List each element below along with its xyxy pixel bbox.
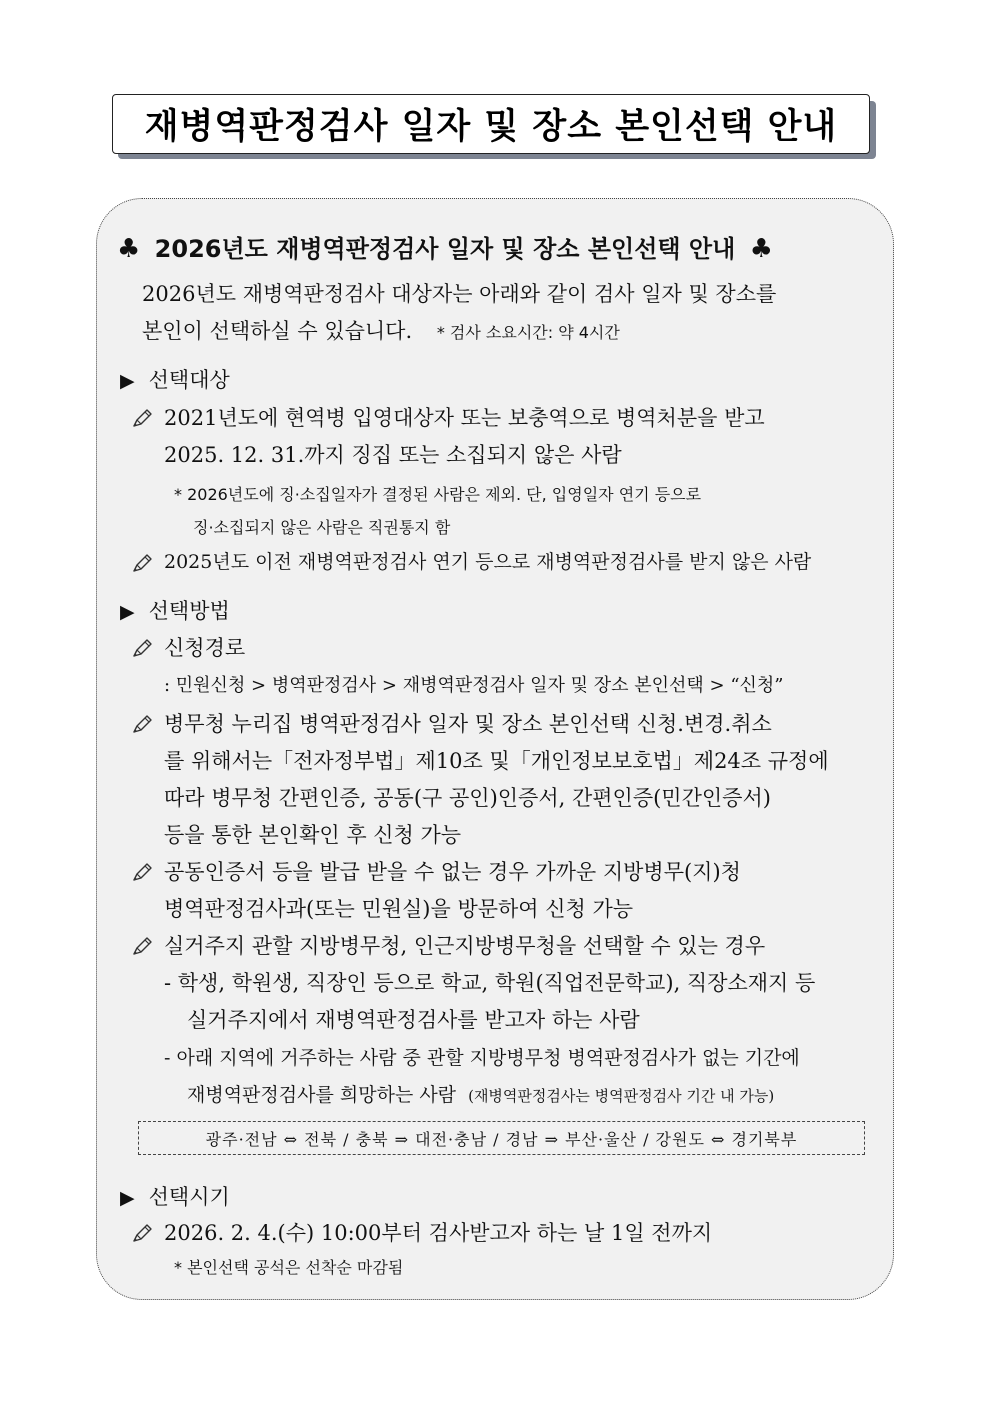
pencil-icon [131,713,153,735]
page-title: 재병역판정검사 일자 및 장소 본인선택 안내 [144,107,838,147]
section-target-heading: ▶ 선택대상 [120,368,230,392]
pencil-icon [131,552,153,574]
pencil-icon [131,637,153,659]
target-item1-note-line1: * 2026년도에 징·소집일자가 결정된 사람은 제외. 단, 입영일자 연기 등으로 [174,485,702,504]
target-item2: 2025년도 이전 재병역판정검사 연기 등으로 재병역판정검사를 받지 않은 사람 [164,551,812,573]
method-case2-line2: 재병역판정검사를 희망하는 사람 (재병역판정검사는 병역판정검사 기간 내 가능) [187,1084,775,1106]
target-item1-line2: 2025. 12. 31.까지 징집 또는 소집되지 않은 사람 [164,443,622,467]
intro-line-1: 2026년도 재병역판정검사 대상자는 아래와 같이 검사 일자 및 장소를 [142,282,777,306]
panel-heading [117,229,773,264]
method-residence-title: 실거주지 관할 지방병무청, 인근지방병무청을 선택할 수 있는 경우 [164,934,766,958]
panel-heading-text: 2026년도 재병역판정검사 일자 및 장소 본인선택 안내 [154,235,736,263]
section-timing-heading: ▶ 선택시기 [120,1185,230,1209]
pencil-icon [131,1222,153,1244]
triangle-right-icon: ▶ [120,370,135,392]
method-case1-line1: - 학생, 학원생, 직장인 등으로 학교, 학원(직업전문학교), 직장소재지 등 [164,971,816,995]
method-auth-line4: 등을 통한 본인확인 후 신청 가능 [164,823,462,847]
triangle-right-icon: ▶ [120,601,135,623]
region-pairs: 광주·전남 ⇔ 전북 / 충북 ⇒ 대전·충남 / 경남 ⇒ 부산·울산 / 강원도 ⇔ 경기북부 [205,1129,798,1149]
method-auth-line1: 병무청 누리집 병역판정검사 일자 및 장소 본인선택 신청.변경.취소 [164,712,772,736]
timing-note: * 본인선택 공석은 선착순 마감됨 [174,1258,404,1277]
method-route-title: 신청경로 [164,636,246,660]
section-method-heading: ▶ 선택방법 [120,599,230,623]
intro-line-2: 본인이 선택하실 수 있습니다. * 검사 소요시간: 약 4시간 [142,319,620,343]
pencil-icon [131,935,153,957]
method-auth-line2: 를 위해서는「전자정부법」제10조 및「개인정보보호법」제24조 규정에 [164,749,829,773]
intro-note: * 검사 소요시간: 약 4시간 [436,323,620,342]
method-case2-line1: - 아래 지역에 거주하는 사람 중 관할 지방병무청 병역판정검사가 없는 기간에 [164,1047,800,1069]
title-box [112,94,870,154]
region-pairs-box [138,1121,865,1155]
target-item1-note-line2: 징·소집되지 않은 사람은 직권통지 함 [193,518,451,537]
club-icon: ♣ [749,234,773,264]
triangle-right-icon: ▶ [120,1187,135,1209]
target-item1-line1: 2021년도에 현역병 입영대상자 또는 보충역으로 병역처분을 받고 [164,406,765,430]
pencil-icon [131,407,153,429]
method-visit-line2: 병역판정검사과(또는 민원실)을 방문하여 신청 가능 [164,897,634,921]
method-case1-line2: 실거주지에서 재병역판정검사를 받고자 하는 사람 [187,1008,640,1032]
club-icon: ♣ [117,234,141,264]
pencil-icon [131,861,153,883]
method-route-path: : 민원신청 > 병역판정검사 > 재병역판정검사 일자 및 장소 본인선택 > “신청” [164,675,784,696]
method-visit-line1: 공동인증서 등을 발급 받을 수 없는 경우 가까운 지방병무(지)청 [164,860,741,884]
timing-item: 2026. 2. 4.(수) 10:00부터 검사받고자 하는 날 1일 전까지 [164,1221,713,1245]
method-auth-line3: 따라 병무청 간편인증, 공동(구 공인)인증서, 간편인증(민간인증서) [164,786,771,810]
method-case2-note: (재병역판정검사는 병역판정검사 기간 내 가능) [468,1087,775,1105]
